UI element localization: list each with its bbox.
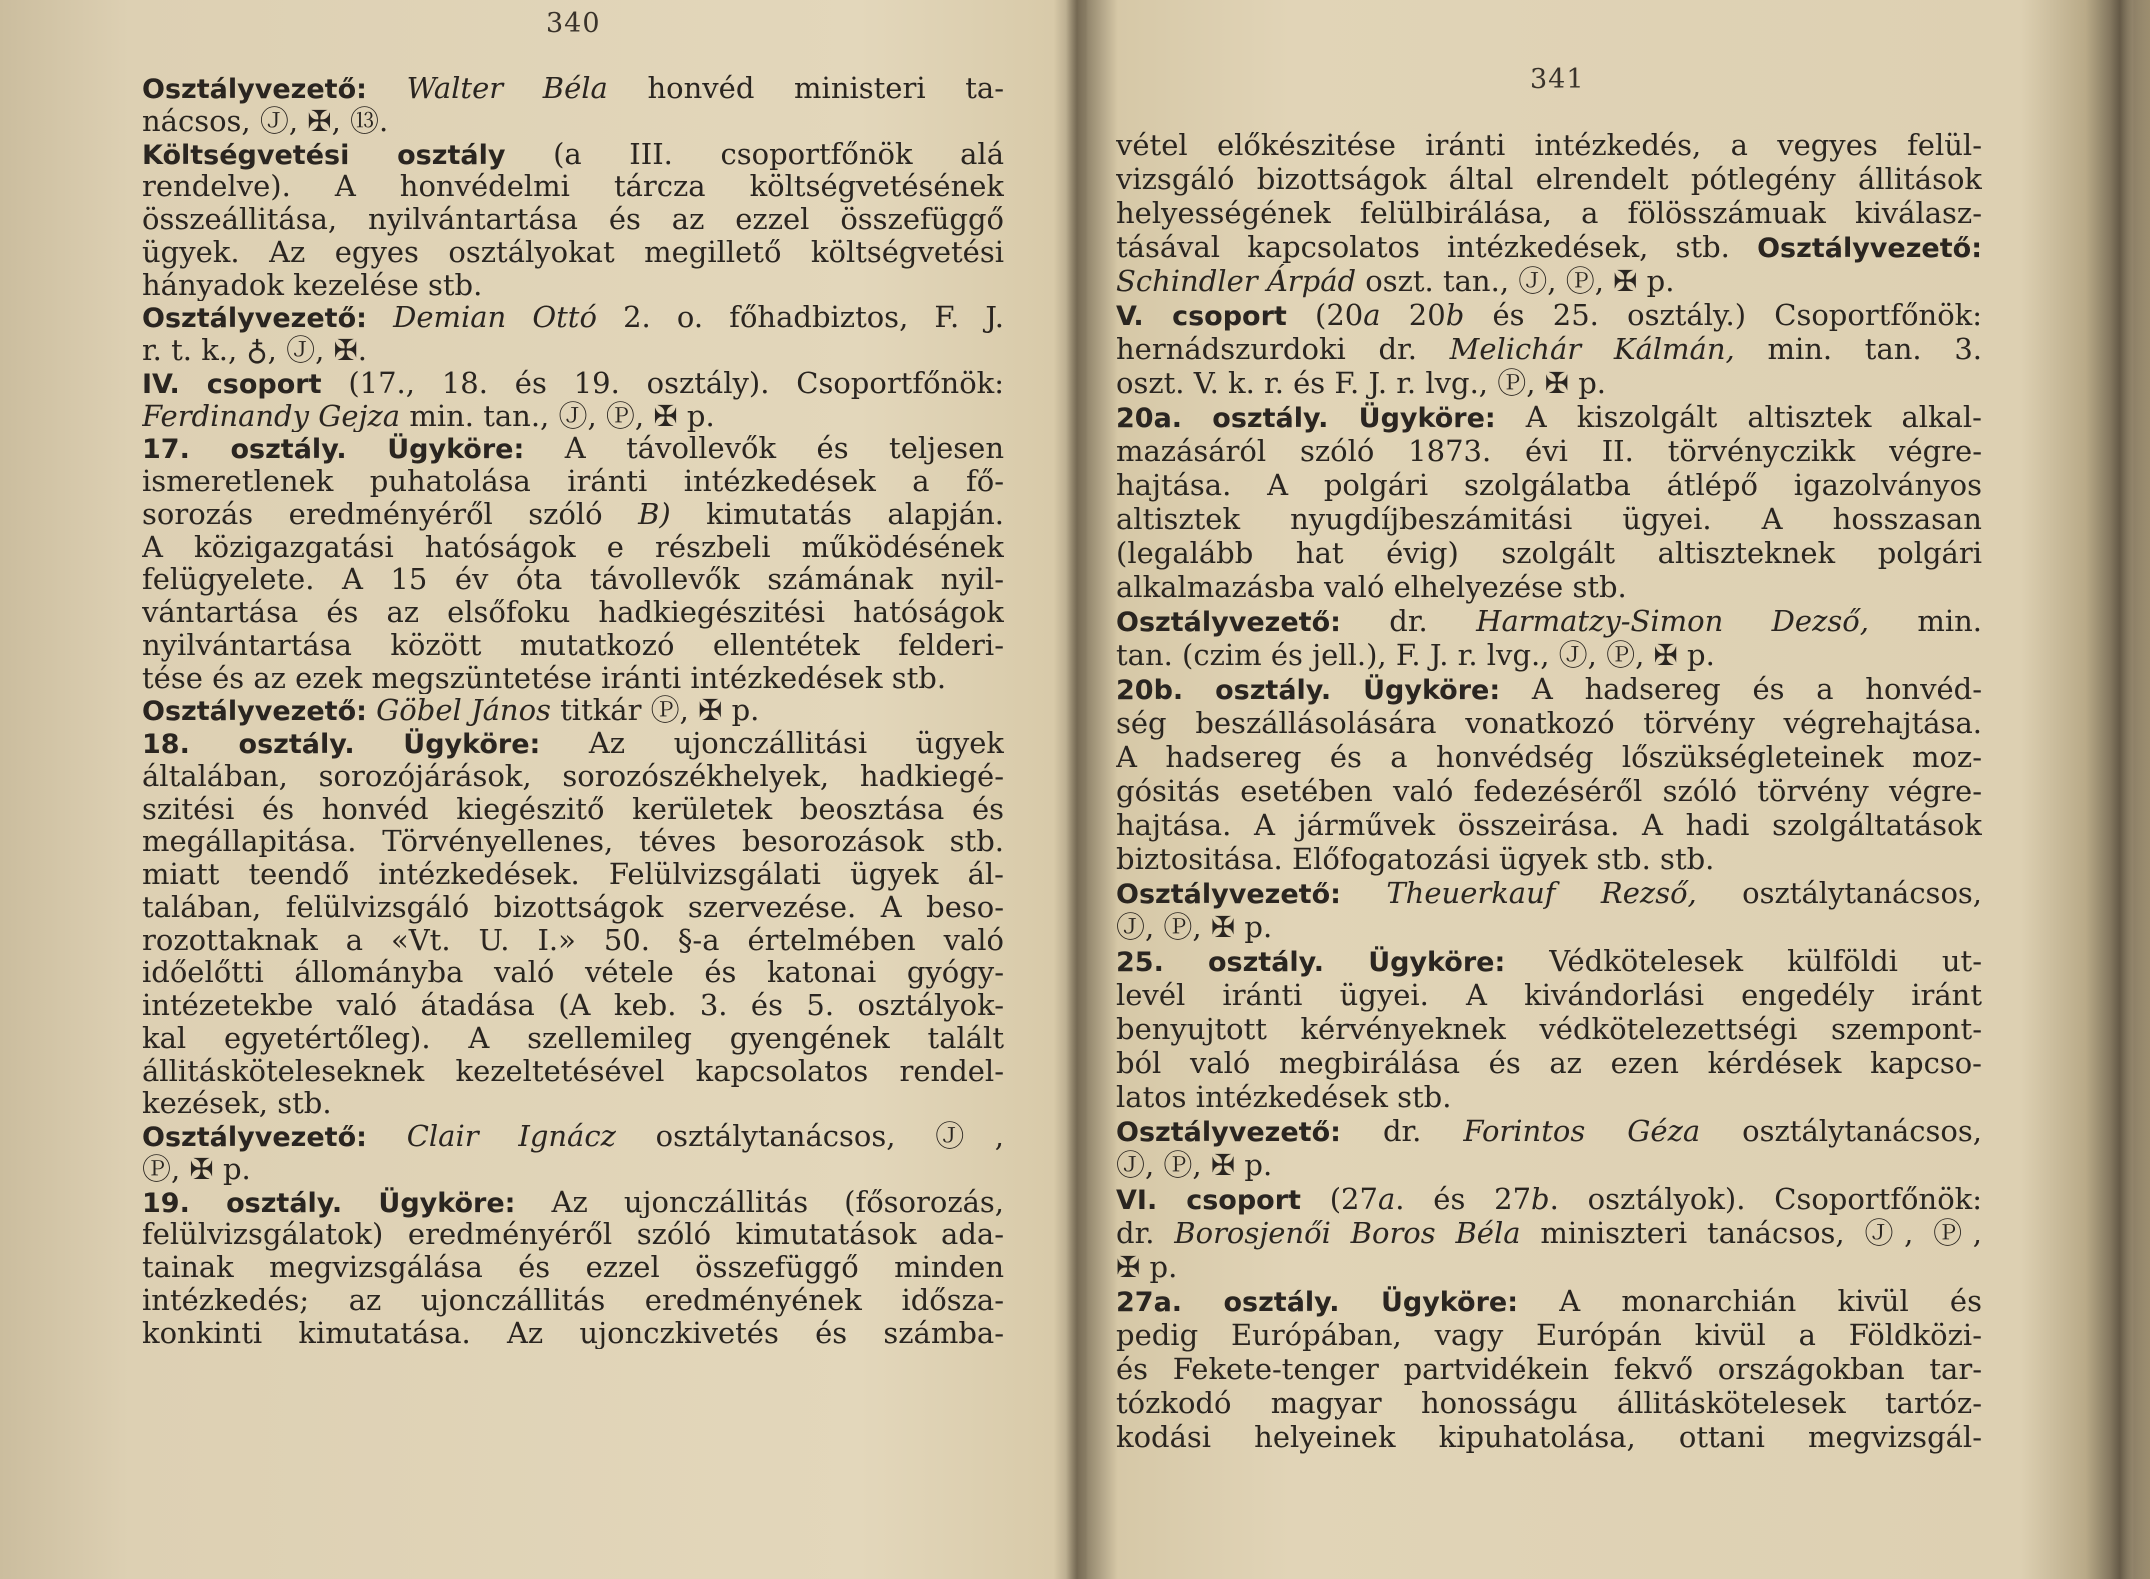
text-run: osztálytanácsos, — [1696, 876, 1982, 910]
text-line — [142, 1317, 1004, 1350]
text-run: általában, sorozójárások, sorozószékhelyek, hadkiegé- — [142, 759, 1004, 793]
italic-run: Forintos Géza — [1463, 1114, 1701, 1148]
bold-run: Osztályvezető: — [142, 696, 367, 727]
text-line — [142, 105, 1004, 138]
text-run: ség beszállásolására vonatkozó törvény végrehajtása. — [1116, 706, 1982, 740]
bold-run: VI. csoport — [1116, 1185, 1301, 1216]
italic-run: Ferdinandy Gejza — [142, 399, 401, 433]
bold-run: Osztályvezető: — [1116, 879, 1341, 910]
text-line — [1116, 298, 1982, 332]
text-line — [1116, 434, 1982, 468]
text-run: helyességének felülbirálása, a fölösszámuak kiválasz- — [1116, 196, 1982, 230]
text-line — [1116, 842, 1982, 876]
text-run: felügyelete. A 15 év óta távollevők számának nyil- — [142, 563, 1004, 596]
italic-run: B) — [638, 497, 671, 531]
text-line — [142, 629, 1004, 662]
text-line — [1116, 1114, 1982, 1148]
bold-run: Költségvetési osztály — [142, 139, 506, 171]
bold-run: Osztályvezető: — [1757, 233, 1982, 264]
text-line — [142, 269, 1004, 302]
text-run: miatt teendő intézkedések. Felülvizsgálati ügyek ál- — [142, 858, 1004, 891]
bold-run: Osztályvezető: — [142, 74, 367, 105]
bold-run: 20b. osztály. Ügyköre: — [1116, 675, 1501, 706]
text-line — [142, 531, 1004, 564]
italic-run: Melichár Kálmán, — [1449, 332, 1735, 366]
text-run: titkár Ⓟ, ✠ p. — [550, 694, 760, 727]
text-run: A kiszolgált altisztek alkal- — [1495, 400, 1982, 434]
text-line — [142, 236, 1004, 269]
text-run: min. tan., Ⓙ, Ⓟ, ✠ p. — [400, 399, 715, 433]
text-line — [1116, 1012, 1982, 1046]
text-run: dr. — [1116, 1216, 1175, 1250]
text-run — [1341, 876, 1386, 910]
italic-run: Göbel János — [376, 694, 551, 727]
text-run: mazásáról szóló 1873. évi II. törvényczikk végre- — [1116, 434, 1982, 468]
text-run: tan. (czim és jell.), F. J. r. lvg., Ⓙ, Ⓟ, ✠ p. — [1116, 638, 1715, 672]
text-run: (27 — [1300, 1182, 1378, 1216]
text-run: talában, felülvizsgáló bizottságok szervezése. A beso- — [142, 890, 1004, 924]
text-line — [142, 203, 1004, 236]
text-line — [1116, 1250, 1982, 1284]
text-line — [1116, 1148, 1982, 1182]
text-run: nyilvántartása között mutatkozó ellentétek felderi- — [142, 628, 1004, 662]
italic-run: Demian Ottó — [393, 301, 597, 334]
text-run: altisztek nyugdíjbeszámitási ügyei. A hosszasan — [1116, 502, 1982, 536]
text-run: pedig Európában, vagy Európán kivül a Földközi- — [1116, 1318, 1982, 1352]
text-run: dr. — [1340, 1114, 1464, 1148]
text-run: nácsos, Ⓙ, ✠, ⑬. — [142, 104, 389, 138]
text-line — [1116, 978, 1982, 1012]
text-run: A hadsereg és a honvéd- — [1500, 672, 1982, 706]
text-run: felülvizsgálatok) eredményéről szóló kimutatások ada- — [142, 1218, 1004, 1251]
text-run: A monarchián kivül és — [1518, 1284, 1982, 1318]
text-run: kal egyetértőleg). A szellemileg gyengének talált — [142, 1021, 1004, 1055]
text-run: intézetekbe való átadása (A keb. 3. és 5. osztályok- — [142, 989, 1004, 1022]
text-line — [1116, 638, 1982, 672]
text-line — [1116, 128, 1982, 162]
text-run: kodási helyeinek kipuhatolása, ottani megvizsgál- — [1116, 1420, 1982, 1454]
text-run: vizsgáló bizottságok által elrendelt pótlegény állitások — [1116, 162, 1982, 196]
text-line — [1116, 264, 1982, 298]
text-run: biztositása. Előfogatozási ügyek stb. stb. — [1116, 842, 1715, 876]
text-line — [1116, 876, 1982, 910]
text-run: Ⓙ, Ⓟ, ✠ p. — [1116, 1148, 1273, 1182]
text-run: A hadsereg és a honvédség lőszükségleteinek moz- — [1116, 740, 1982, 774]
text-run: 2. o. főhadbiztos, F. J. — [596, 301, 1004, 334]
text-run: . és 27 — [1395, 1182, 1532, 1216]
bold-run: 19. osztály. Ügyköre: — [142, 1187, 516, 1219]
text-run: rozottaknak a «Vt. U. I.» 50. §-a értelmében való — [142, 923, 1004, 957]
text-line — [1116, 1046, 1982, 1080]
text-run: ismeretlenek puhatolása iránti intézkedések a fő- — [142, 465, 1004, 498]
text-run: időelőtti állományba való vétele és katonai gyógy- — [142, 956, 1004, 989]
text-run: Az ujonczállitás (fősorozás, — [515, 1185, 1004, 1219]
text-line — [142, 400, 1004, 433]
text-line — [1116, 502, 1982, 536]
italic-run: a — [1377, 1182, 1396, 1216]
text-line — [142, 956, 1004, 989]
text-run: honvéd ministeri ta- — [607, 72, 1004, 105]
page-number: 341 — [1530, 64, 1585, 95]
text-run: osztálytanácsos, Ⓙ, — [615, 1120, 1004, 1153]
text-line — [142, 825, 1004, 858]
text-run: Az ujonczállitási ügyek — [540, 727, 1004, 760]
text-line — [1116, 1080, 1982, 1114]
text-run: oszt. V. k. r. és F. J. r. lvg., Ⓟ, ✠ p. — [1116, 366, 1606, 400]
text-run: rendelve). A honvédelmi tárcza költségvetésének — [142, 170, 1004, 203]
text-run: hernádszurdoki dr. — [1116, 332, 1450, 366]
italic-run: Borosjenői Boros Béla — [1174, 1216, 1521, 1250]
left-page-text — [142, 72, 1004, 1349]
italic-run: Theuerkauf Rezső, — [1386, 876, 1697, 910]
text-line — [142, 662, 1004, 695]
bold-run: Osztályvezető: — [142, 1122, 367, 1153]
bold-run: 27a. osztály. Ügyköre: — [1116, 1287, 1518, 1318]
text-run: (17., 18. és 19. osztály). Csoportfőnök: — [321, 366, 1004, 400]
text-run: hajtása. A járművek összeirása. A hadi szolgáltatások — [1116, 808, 1982, 842]
bold-run: 18. osztály. Ügyköre: — [142, 729, 541, 760]
text-run: 20 — [1380, 298, 1446, 332]
text-line — [1116, 1318, 1982, 1352]
text-run: (a III. csoportfőnök alá — [505, 137, 1004, 171]
text-run: A távollevők és teljesen — [524, 432, 1004, 465]
text-line — [142, 596, 1004, 629]
text-run — [367, 72, 407, 105]
text-line — [1116, 604, 1982, 638]
text-line — [1116, 162, 1982, 196]
text-run: tásával kapcsolatos intézkedések, stb. — [1116, 230, 1758, 264]
text-run: . osztályok). Csoportfőnök: — [1549, 1182, 1982, 1216]
bold-run: 25. osztály. Ügyköre: — [1116, 947, 1506, 978]
text-line — [142, 924, 1004, 957]
text-run — [367, 301, 393, 334]
text-line — [142, 432, 1004, 465]
italic-run: Clair Ignácz — [406, 1120, 616, 1153]
text-line — [142, 1251, 1004, 1284]
text-line — [142, 72, 1004, 105]
text-line — [142, 694, 1004, 727]
text-run: min. tan. 3. — [1734, 332, 1982, 366]
text-line — [142, 498, 1004, 531]
text-run: oszt. tan., Ⓙ, Ⓟ, ✠ p. — [1356, 264, 1675, 298]
text-line — [142, 563, 1004, 596]
text-line — [142, 367, 1004, 400]
text-line — [142, 858, 1004, 891]
text-line — [142, 334, 1004, 367]
text-run: Ⓙ, Ⓟ, ✠ p. — [1116, 910, 1273, 944]
text-line — [1116, 400, 1982, 434]
text-run: és Fekete-tenger partvidékein fekvő országokban tar- — [1116, 1352, 1982, 1386]
bold-run: V. csoport — [1116, 301, 1287, 332]
text-run: szitési és honvéd kiegészitő kerületek beosztása és — [142, 792, 1004, 826]
text-run: alkalmazásba való elhelyezése stb. — [1116, 570, 1627, 604]
text-run: kimutatás alapján. — [670, 497, 1004, 531]
text-run — [367, 694, 376, 727]
text-run: r. t. k., ♁, Ⓙ, ✠. — [142, 334, 368, 367]
italic-run: Walter Béla — [406, 72, 608, 105]
text-line — [1116, 230, 1982, 264]
italic-run: Schindler Árpád — [1116, 264, 1357, 298]
text-line — [142, 760, 1004, 793]
text-run — [367, 1120, 407, 1153]
text-run: dr. — [1340, 604, 1477, 638]
text-run: állitásköteleseknek kezeltetésével kapcsolatos rendel- — [142, 1054, 1004, 1088]
italic-run: b — [1445, 298, 1465, 332]
text-line — [142, 1186, 1004, 1219]
text-run: levél iránti ügyei. A kivándorlási engedély iránt — [1116, 978, 1982, 1012]
text-run: tése és az ezek megszüntetése iránti intézkedések stb. — [142, 661, 947, 695]
text-line — [142, 1055, 1004, 1088]
text-run: ügyek. Az egyes osztályokat megillető költségvetési — [142, 235, 1004, 269]
text-line — [1116, 740, 1982, 774]
text-run: Védkötelesek külföldi ut- — [1505, 944, 1982, 978]
text-run: osztálytanácsos, — [1700, 1114, 1982, 1148]
text-line — [1116, 808, 1982, 842]
text-line — [142, 301, 1004, 334]
text-run: intézkedés; az ujonczállitás eredményének idősza- — [142, 1283, 1004, 1317]
text-line — [1116, 1182, 1982, 1216]
text-line — [1116, 910, 1982, 944]
bold-run: Osztályvezető: — [1116, 1117, 1341, 1148]
text-run: gósitás esetében való fedezéséről szóló törvény végre- — [1116, 774, 1982, 808]
text-run: min. — [1868, 604, 1982, 638]
left-page — [0, 0, 1066, 1579]
text-run: és 25. osztály.) Csoportfőnök: — [1464, 298, 1982, 332]
text-run: Ⓟ, ✠ p. — [142, 1152, 251, 1186]
text-line — [1116, 1352, 1982, 1386]
text-run: ból való megbirálása és az ezen kérdések kapcso- — [1116, 1046, 1982, 1080]
book-gutter — [1066, 0, 1088, 1579]
text-line — [142, 1153, 1004, 1186]
text-line — [142, 465, 1004, 498]
text-run: latos intézkedések stb. — [1116, 1080, 1452, 1114]
text-line — [142, 891, 1004, 924]
text-line — [142, 727, 1004, 760]
text-line — [1116, 1284, 1982, 1318]
text-line — [142, 793, 1004, 826]
text-run: hányadok kezelése stb. — [142, 268, 483, 302]
text-run: (20 — [1286, 298, 1364, 332]
bold-run: Osztályvezető: — [1116, 607, 1341, 638]
text-line — [1116, 468, 1982, 502]
text-line — [1116, 366, 1982, 400]
text-line — [142, 1284, 1004, 1317]
text-line — [142, 170, 1004, 203]
text-line — [1116, 706, 1982, 740]
italic-run: b — [1531, 1182, 1550, 1216]
text-run: hajtása. A polgári szolgálatba átlépő igazolványos — [1116, 468, 1982, 502]
text-line — [1116, 672, 1982, 706]
bold-run: Osztályvezető: — [142, 303, 367, 334]
text-run: vétel előkészitése iránti intézkedés, a vegyes felül- — [1116, 128, 1982, 162]
text-run: konkinti kimutatása. Az ujonczkivetés és számba- — [142, 1316, 1004, 1350]
text-run: vántartása és az elsőfoku hadkiegészitési hatóságok — [142, 596, 1004, 629]
text-line — [1116, 1216, 1982, 1250]
text-line — [1116, 536, 1982, 570]
text-run: A közigazgatási hatóságok e részbeli működésének — [142, 530, 1004, 564]
text-line — [1116, 1386, 1982, 1420]
text-line — [142, 1120, 1004, 1153]
text-line — [1116, 944, 1982, 978]
page-number: 340 — [546, 8, 601, 39]
text-line — [1116, 570, 1982, 604]
text-line — [142, 138, 1004, 171]
text-run: benyujtott kérvényeknek védkötelezettségi szempont- — [1116, 1012, 1982, 1046]
text-run: ✠ p. — [1116, 1250, 1178, 1284]
text-run: tózkodó magyar honosságu állitáskötelesek tartóz- — [1116, 1386, 1982, 1420]
text-line — [142, 1218, 1004, 1251]
bold-run: IV. csoport — [142, 368, 322, 400]
bold-run: 17. osztály. Ügyköre: — [142, 434, 525, 465]
text-line — [142, 989, 1004, 1022]
text-run: összeállitása, nyilvántartása és az ezzel összefüggő — [142, 203, 1004, 236]
right-page — [1088, 0, 2150, 1579]
text-line — [142, 1022, 1004, 1055]
right-page-text — [1116, 128, 1982, 1454]
text-run: sorozás eredményéről szóló — [142, 497, 639, 531]
text-line — [142, 1087, 1004, 1120]
text-line — [1116, 1420, 1982, 1454]
text-run: megállapitása. Törvényellenes, téves besorozások stb. — [142, 825, 1004, 858]
page-edge-shadow — [2110, 0, 2150, 1579]
text-run: (legalább hat évig) szolgált altiszteknek polgári — [1116, 536, 1982, 570]
text-line — [1116, 774, 1982, 808]
text-run: kezések, stb. — [142, 1087, 332, 1120]
text-run: miniszteri tanácsos, Ⓙ, Ⓟ, — [1520, 1216, 1982, 1250]
italic-run: Harmatzy-Simon Dezső, — [1476, 604, 1869, 638]
text-run: tainak megvizsgálása és ezzel összefüggő minden — [142, 1251, 1004, 1284]
bold-run: 20a. osztály. Ügyköre: — [1116, 403, 1496, 434]
text-line — [1116, 332, 1982, 366]
italic-run: a — [1363, 298, 1381, 332]
text-line — [1116, 196, 1982, 230]
